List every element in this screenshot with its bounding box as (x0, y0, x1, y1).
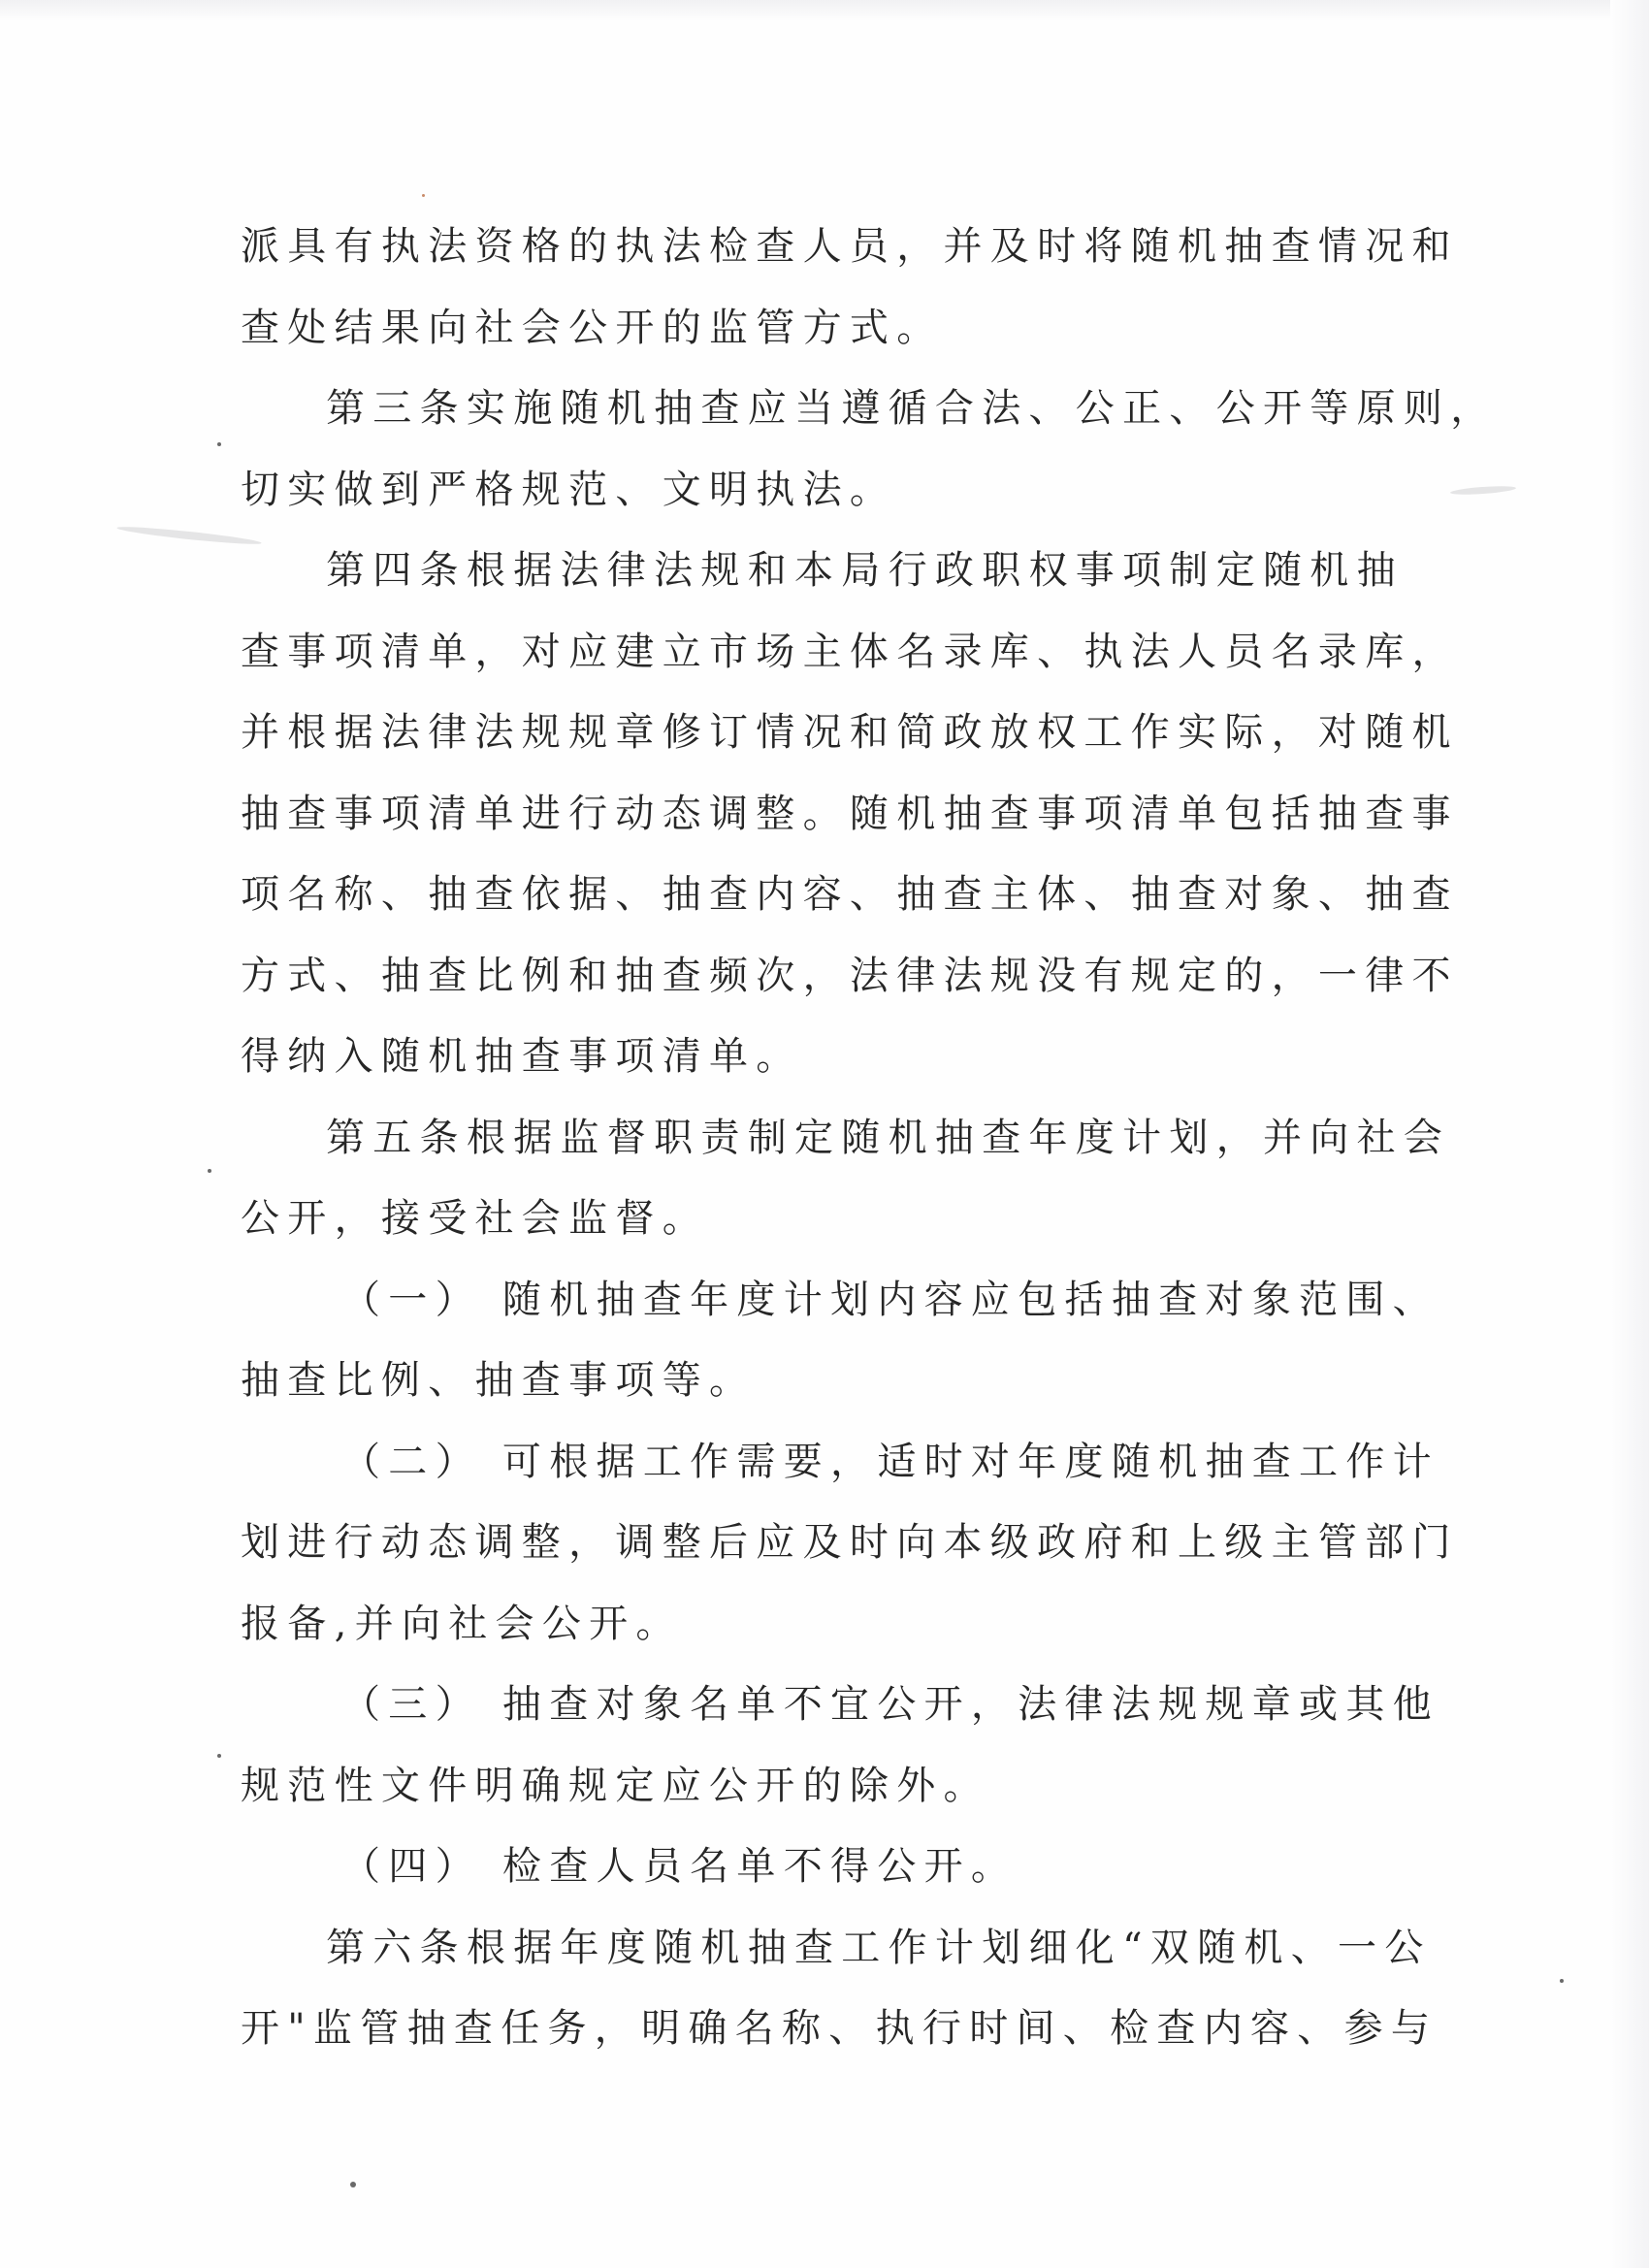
article-3-heading-line: 第三条实施随机抽查应当遵循合法、公正、公开等原则， (326, 386, 1498, 431)
text-line: 并根据法律法规规章修订情况和简政放权工作实际，对随机 (241, 710, 1459, 755)
scan-edge-top (0, 0, 1649, 21)
article-6-heading-line: 第六条根据年度随机抽查工作计划细化“双随机、一公 (326, 1925, 1432, 1970)
scan-speck (217, 442, 221, 446)
text-line: 方式、抽查比例和抽查频次，法律法规没有规定的，一律不 (241, 953, 1459, 998)
text-line: 查事项清单，对应建立市场主体名录库、执法人员名录库， (241, 629, 1459, 674)
text-line: 得纳入随机抽查事项清单。 (241, 1034, 803, 1079)
scan-smudge (1450, 485, 1516, 497)
document-body (241, 221, 1498, 2085)
text-line: 划进行动态调整，调整后应及时向本级政府和上级主管部门 (241, 1520, 1459, 1565)
clause-2-line: （二） 可根据工作需要，适时对年度随机抽查工作计 (341, 1439, 1439, 1484)
scan-speck (350, 2182, 356, 2187)
text-line: 查处结果向社会公开的监管方式。 (241, 305, 944, 350)
article-5-heading-line: 第五条根据监督职责制定随机抽查年度计划，并向社会 (326, 1115, 1451, 1160)
text-line: 抽查事项清单进行动态调整。随机抽查事项清单包括抽查事 (241, 791, 1459, 836)
text-line: 开"监管抽查任务，明确名称、执行时间、检查内容、参与 (241, 2006, 1439, 2051)
clause-4-line: （四） 检查人员名单不得公开。 (341, 1844, 1018, 1889)
scan-speck (208, 1169, 211, 1173)
text-line: 报备,并向社会公开。 (241, 1601, 683, 1646)
text-line: 抽查比例、抽查事项等。 (241, 1358, 757, 1403)
article-4-heading-line: 第四条根据法律法规和本局行政职权事项制定随机抽 (326, 548, 1404, 593)
text-line: 项名称、抽查依据、抽查内容、抽查主体、抽查对象、抽查 (241, 872, 1459, 917)
clause-3-line: （三） 抽查对象名单不宜公开，法律法规规章或其他 (341, 1682, 1439, 1727)
text-line: 派具有执法资格的执法检查人员，并及时将随机抽查情况和 (241, 224, 1459, 269)
text-line: 切实做到严格规范、文明执法。 (241, 467, 897, 512)
scan-edge-right (1610, 0, 1649, 2268)
scan-speck (1560, 1979, 1564, 1983)
text-line: 规范性文件明确规定应公开的除外。 (241, 1763, 990, 1808)
scan-speck (422, 194, 425, 197)
scan-speck (217, 1754, 221, 1758)
text-line: 公开，接受社会监督。 (241, 1196, 709, 1241)
clause-1-line: （一） 随机抽查年度计划内容应包括抽查对象范围、 (341, 1277, 1439, 1322)
